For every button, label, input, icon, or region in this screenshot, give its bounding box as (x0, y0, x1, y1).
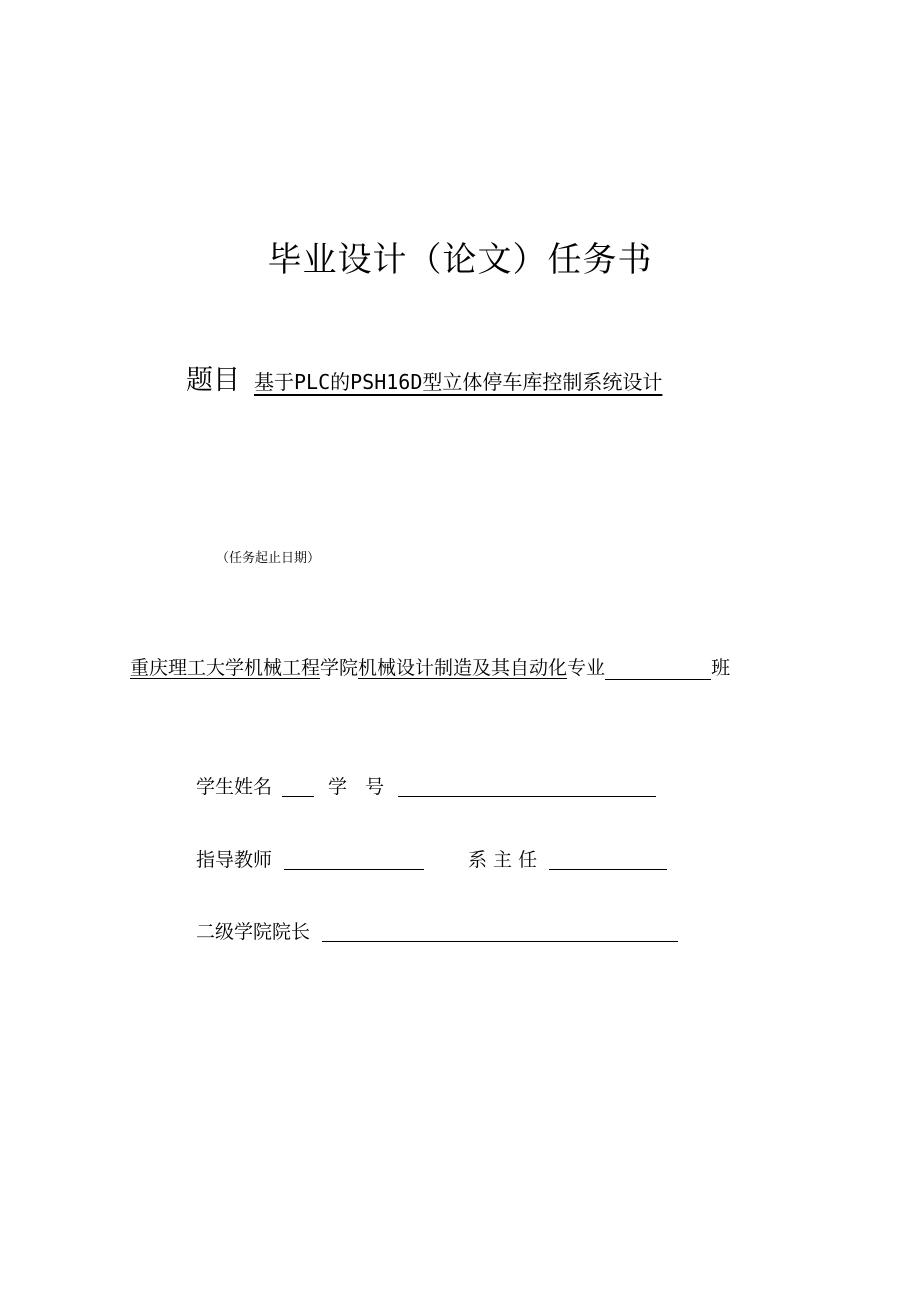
topic-value: 基于PLC的PSH16D型立体停车库控制系统设计 (254, 370, 663, 394)
topic-label: 题目 (186, 365, 240, 396)
department-row (130, 653, 730, 680)
topic-row (186, 358, 662, 397)
student-id-line (398, 795, 656, 797)
student-info-row (196, 772, 656, 799)
dept-head-label: 系 主 任 (468, 849, 538, 871)
student-name-line (282, 795, 314, 797)
advisor-line (284, 868, 424, 870)
major-name: 机械设计制造及其自动化 (358, 657, 568, 679)
school-name: 重庆理工大学机械工程 (130, 657, 321, 679)
student-id-label: 学 号 (328, 776, 385, 798)
major-suffix: 专业 (567, 657, 606, 679)
college-suffix: 学院 (320, 657, 359, 679)
dean-label: 二级学院院长 (196, 921, 311, 943)
class-suffix: 班 (711, 657, 731, 679)
class-blank-line (605, 659, 711, 680)
advisor-row (196, 845, 667, 872)
student-name-label: 学生姓名 (196, 776, 273, 798)
document-title: 毕业设计（论文）任务书 (267, 240, 653, 280)
dean-row (196, 917, 678, 944)
task-date-note: （任务起止日期） (216, 551, 321, 566)
advisor-label: 指导教师 (196, 849, 273, 871)
dean-line (322, 940, 678, 942)
dept-head-line (549, 868, 667, 870)
